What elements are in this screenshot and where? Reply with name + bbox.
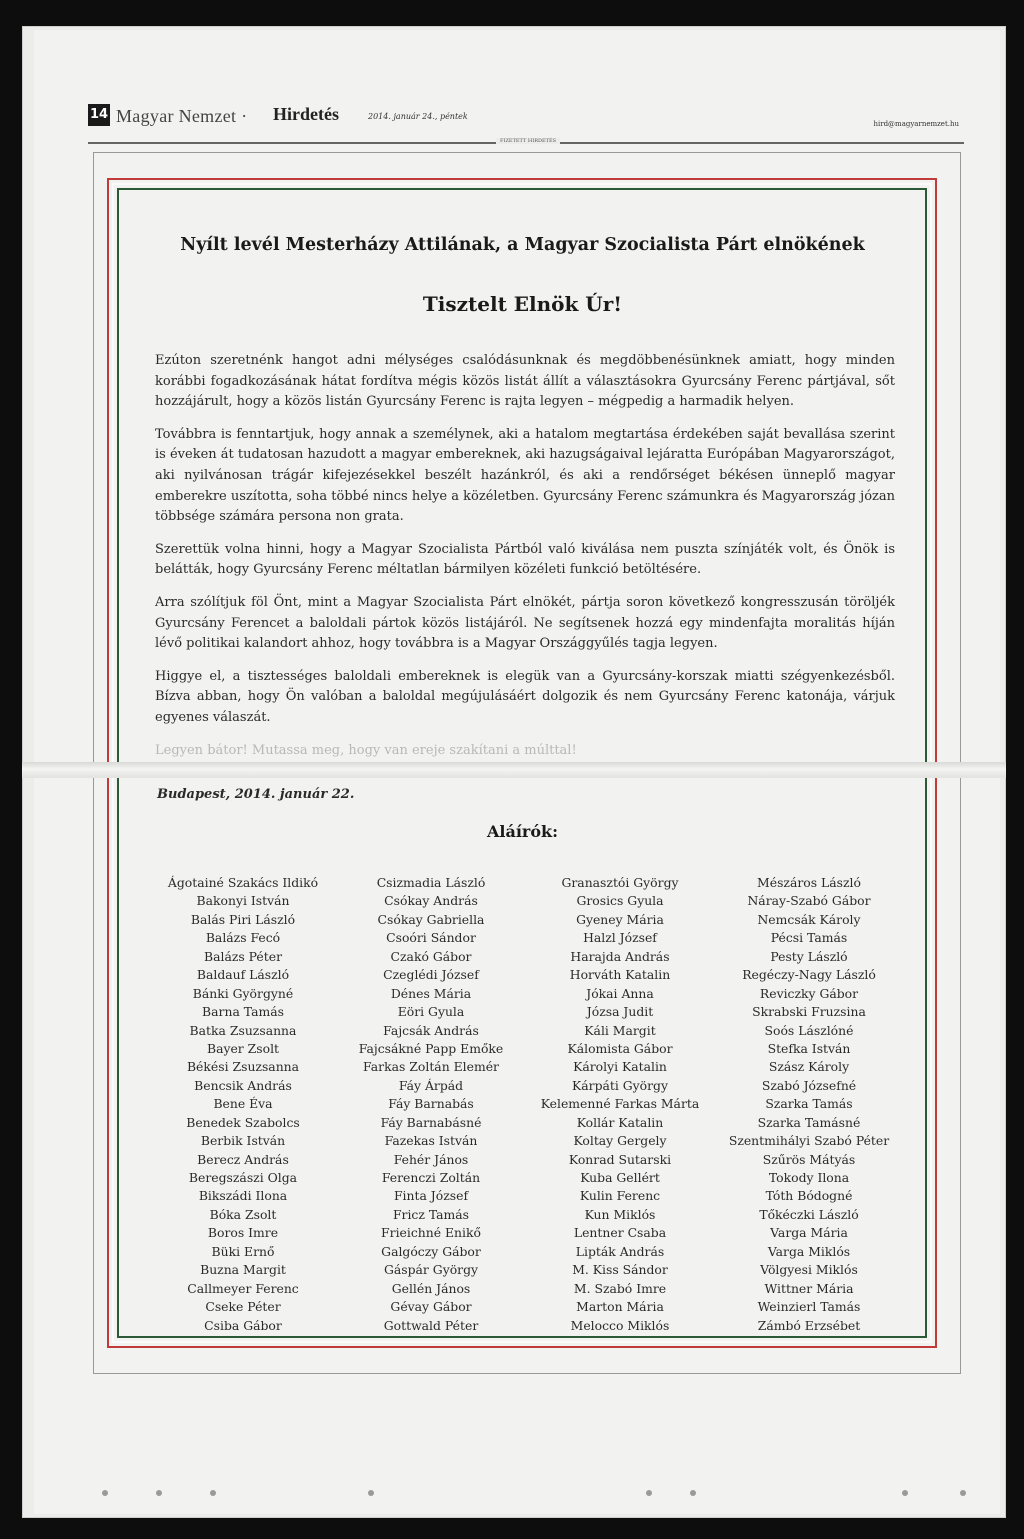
- signer-name: Balázs Péter: [203, 948, 283, 964]
- contact-email: hird@magyarnemzet.hu: [873, 120, 959, 128]
- signer-name: Náray-Szabó Gábor: [747, 893, 871, 909]
- paragraph: Továbbra is fenntartjuk, hogy annak a személynek, aki a hatalom megtartása érdekében saját bevallása szerint is éveken át tudatosan hazudott a magyar embereknek, aki hazugságaival lejáratta Európában Magyarországot, aki nyilvánosan trágár kifejezésekkel beszélt hazánkról, és aki a rendőrséget békésen ünneplő magyar emberekre uszította, soha többé nincs helye a közéletben. Gyurcsány Ferenc számunkra és Magyarország józan többsége számára persona non grata.: [155, 426, 895, 525]
- punch-hole: [646, 1490, 652, 1496]
- signer-name: Csókay Gabriella: [377, 911, 485, 927]
- signer-name: Kulin Ferenc: [579, 1188, 661, 1204]
- signer-name: Pécsi Tamás: [770, 930, 848, 946]
- signer-name: Melocco Miklós: [570, 1317, 670, 1333]
- signer-name: Finta József: [393, 1188, 469, 1204]
- signers-column-2: [336, 874, 526, 1335]
- signer-name: Koltay Gergely: [573, 1133, 667, 1149]
- signer-name: Szentmihályi Szabó Péter: [728, 1133, 890, 1149]
- signer-name: Békési Zsuzsanna: [186, 1059, 300, 1075]
- signer-name: Czeglédi József: [383, 967, 479, 983]
- signer-name: Kun Miklós: [584, 1206, 656, 1222]
- signer-name: Fáy Barnabás: [388, 1096, 474, 1112]
- signer-name: Dénes Mária: [390, 985, 472, 1001]
- punch-hole: [960, 1490, 966, 1496]
- signer-name: Bayer Zsolt: [206, 1040, 280, 1056]
- signer-name: Nemcsák Károly: [757, 911, 861, 927]
- signer-name: M. Kiss Sándor: [572, 1262, 668, 1278]
- signer-name: Batka Zsuzsanna: [189, 1022, 297, 1038]
- signer-name: Barna Tamás: [202, 1004, 284, 1020]
- signer-name: Szarka Tamás: [765, 1096, 853, 1112]
- section-name: Hirdetés: [273, 104, 339, 124]
- signer-name: Soós Lászlóné: [764, 1022, 854, 1038]
- signer-name: Büki Ernő: [211, 1243, 275, 1259]
- signer-name: Bikszádi Ilona: [198, 1188, 288, 1204]
- signer-name: Csókay András: [384, 893, 478, 909]
- signer-name: Balás Piri László: [190, 911, 296, 927]
- place-and-date: Budapest, 2014. január 22.: [157, 787, 355, 802]
- paragraph: Szerettük volna hinni, hogy a Magyar Szocialista Pártból való kiválása nem puszta színjáték volt, és Önök is belátták, hogy Gyurcsány Ferenc méltatlan bármilyen közéleti funkció betöltésére.: [155, 541, 895, 578]
- paragraph: Higgye el, a tisztességes baloldali embereknek is elegük van a Gyurcsány-korszak miatti szégyenkezésből. Bízva abban, hogy Ön valóban a baloldal megújulásáért dolgozik és nem Gyurcsány Ferenc katonája, várjuk egyenes válaszát.: [155, 668, 895, 725]
- signer-name: Granasztói György: [561, 875, 679, 890]
- signer-name: Gévay Gábor: [390, 1299, 472, 1315]
- signer-name: Eöri Gyula: [397, 1004, 465, 1020]
- signer-name: Csiba Gábor: [204, 1317, 282, 1333]
- signer-name: Kollár Katalin: [576, 1114, 664, 1130]
- signer-name: Varga Miklós: [767, 1243, 851, 1259]
- punch-hole: [156, 1490, 162, 1496]
- signer-name: Fazekas István: [384, 1133, 478, 1149]
- signer-name: Wittner Mária: [764, 1280, 854, 1296]
- signer-name: Boros Imre: [207, 1225, 279, 1241]
- signer-name: Regéczy-Nagy László: [742, 967, 876, 983]
- signer-name: Skrabski Fruzsina: [752, 1004, 866, 1020]
- signer-name: Bencsik András: [194, 1077, 292, 1093]
- signer-name: M. Szabó Imre: [573, 1280, 667, 1296]
- signer-name: Mészáros László: [757, 875, 861, 890]
- signer-name: Bánki Györgyné: [192, 985, 294, 1001]
- signer-name: Fricz Tamás: [392, 1206, 470, 1222]
- signer-name: Kálomista Gábor: [567, 1040, 673, 1056]
- punch-hole: [210, 1490, 216, 1496]
- signer-name: Weinzierl Tamás: [757, 1299, 861, 1315]
- signer-name: Lentner Csaba: [573, 1225, 667, 1241]
- signer-name: Tokody Ilona: [768, 1170, 850, 1185]
- punch-hole: [368, 1490, 374, 1496]
- signer-name: Szász Károly: [768, 1059, 850, 1075]
- publication-date: 2014. január 24., péntek: [368, 112, 468, 121]
- signer-name: Callmeyer Ferenc: [187, 1280, 299, 1296]
- signer-name: Harajda András: [570, 948, 670, 964]
- signer-name: Józsa Judit: [586, 1004, 654, 1020]
- letter-title: Nyílt levél Mesterházy Attilának, a Magyar Szocialista Párt elnökének: [180, 235, 865, 255]
- signer-name: Pesty László: [770, 948, 848, 964]
- signer-name: Halzl József: [583, 930, 657, 946]
- signer-name: Buzna Margit: [200, 1262, 286, 1278]
- signer-name: Frieichné Enikő: [381, 1225, 481, 1241]
- page-number: 14: [88, 104, 110, 126]
- signer-name: Kuba Gellért: [580, 1170, 660, 1185]
- signer-name: Szarka Tamásné: [757, 1114, 861, 1130]
- signer-name: Völgyesi Miklós: [760, 1262, 858, 1278]
- signer-name: Ágotainé Szakács Ildikó: [167, 875, 319, 890]
- signer-name: Gellén János: [391, 1280, 471, 1296]
- signer-name: Galgóczy Gábor: [381, 1243, 481, 1259]
- signer-name: Jókai Anna: [586, 985, 654, 1001]
- signers-column-1: [148, 874, 338, 1335]
- signer-name: Bóka Zsolt: [209, 1206, 277, 1222]
- paragraph: Ezúton szeretnénk hangot adni mélységes csalódásunknak és megdöbbenésünknek amiatt, hogy minden korábbi fogadkozásának hátat fordítva mégis közös listát állít a választásokra Gyurcsány Ferenc pártjával, sőt hozzájárult, hogy a közös listán Gyurcsány Ferenc is rajta legyen – mégpedig a harmadik helyen.: [155, 353, 895, 410]
- signer-name: Lipták András: [575, 1243, 665, 1259]
- letter-body: [155, 351, 895, 773]
- signer-name: Cseke Péter: [205, 1299, 281, 1315]
- signer-name: Szűrös Mátyás: [762, 1151, 856, 1167]
- newspaper-title: Magyar Nemzet ·: [116, 106, 248, 126]
- signer-name: Konrad Sutarski: [568, 1151, 672, 1167]
- signer-name: Fáy Barnabásné: [380, 1114, 482, 1130]
- signer-name: Gáspár György: [383, 1262, 479, 1278]
- signer-name: Bene Éva: [213, 1096, 273, 1112]
- signer-name: Beregszászi Olga: [188, 1170, 298, 1185]
- signer-name: Horváth Katalin: [569, 967, 671, 983]
- signer-name: Reviczky Gábor: [759, 985, 859, 1001]
- signer-name: Fehér János: [393, 1151, 469, 1167]
- signer-name: Szabó Józsefné: [761, 1077, 857, 1093]
- signer-name: Csoóri Sándor: [386, 930, 476, 946]
- signers-column-4: [714, 874, 904, 1335]
- signer-name: Tóth Bódogné: [765, 1188, 853, 1204]
- signer-name: Bakonyi István: [196, 893, 290, 909]
- paragraph: Arra szólítjuk föl Önt, mint a Magyar Szocialista Párt elnökét, pártja soron következő kongresszusán töröljék Gyurcsány Ferencet a baloldali pártok közös listájáról. Ne segítsenek hozzá egy mindenfajta moralitás híján lévő politikai kalandort ahhoz, hogy továbbra is a Magyar Országgyűlés tagja legyen.: [155, 594, 895, 652]
- signer-name: Gyeney Mária: [576, 911, 664, 927]
- signer-name: Baldauf László: [196, 967, 290, 983]
- paid-ad-label: FIZETETT HIRDETÉS: [496, 138, 560, 144]
- signer-name: Marton Mária: [576, 1299, 664, 1315]
- punch-hole: [690, 1490, 696, 1496]
- signer-name: Fáy Árpád: [398, 1077, 464, 1093]
- signer-name: Benedek Szabolcs: [186, 1114, 300, 1130]
- signers-column-3: [525, 874, 715, 1335]
- signer-name: Tőkéczki László: [759, 1206, 859, 1222]
- punch-hole: [102, 1490, 108, 1496]
- signer-name: Balázs Fecó: [205, 930, 281, 946]
- signers-heading: Aláírók:: [486, 822, 559, 841]
- signer-name: Varga Mária: [770, 1225, 848, 1241]
- signer-name: Fajcsákné Papp Emőke: [358, 1040, 504, 1056]
- signer-name: Grosics Gyula: [576, 893, 664, 909]
- page-header: [88, 100, 964, 144]
- signer-name: Zámbó Erzsébet: [757, 1317, 861, 1333]
- closing-line: Legyen bátor! Mutassa meg, hogy van ereje szakítani a múlttal!: [155, 742, 577, 758]
- signer-name: Kelemenné Farkas Márta: [540, 1096, 700, 1112]
- signer-name: Károlyi Katalin: [573, 1059, 667, 1075]
- signer-name: Káli Margit: [584, 1022, 656, 1038]
- signer-name: Kárpáti György: [572, 1077, 668, 1093]
- signer-name: Czakó Gábor: [390, 948, 472, 964]
- signer-name: Fajcsák András: [383, 1022, 479, 1038]
- signer-name: Ferenczi Zoltán: [381, 1170, 481, 1185]
- signer-name: Farkas Zoltán Elemér: [363, 1059, 499, 1075]
- punch-hole: [902, 1490, 908, 1496]
- signer-name: Gottwald Péter: [383, 1317, 479, 1333]
- signer-name: Berecz András: [197, 1151, 289, 1167]
- signer-name: Csizmadia László: [376, 875, 486, 890]
- signer-name: Berbik István: [200, 1133, 286, 1149]
- letter-salutation: Tisztelt Elnök Úr!: [422, 292, 623, 316]
- signer-name: Stefka István: [767, 1040, 851, 1056]
